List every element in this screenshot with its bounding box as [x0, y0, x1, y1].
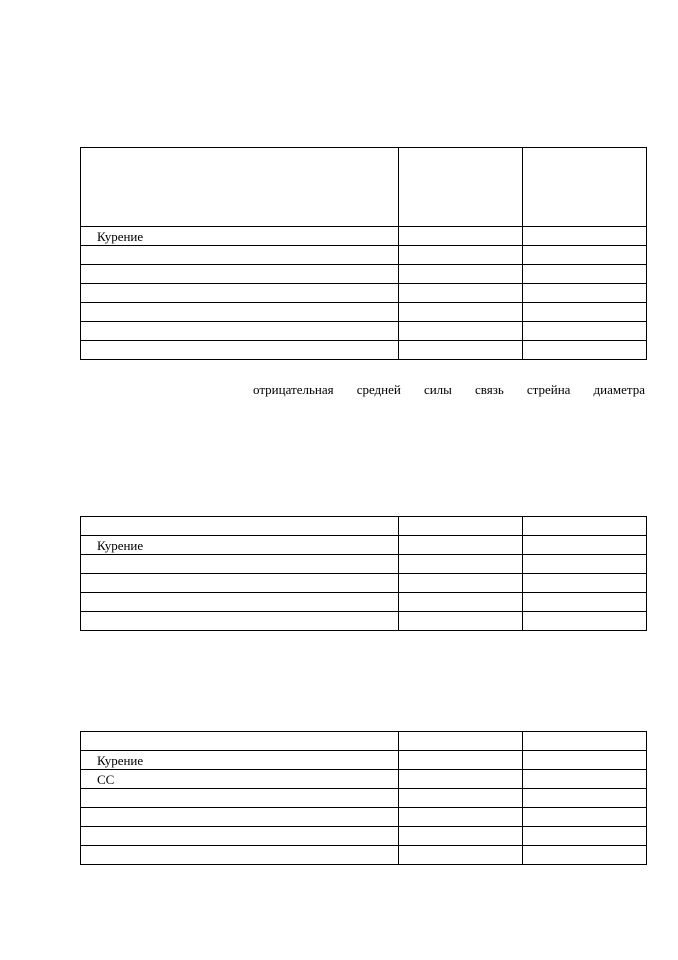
table-cell [523, 322, 647, 341]
table-cell [81, 322, 399, 341]
table-cell [399, 593, 523, 612]
table-cell [399, 303, 523, 322]
table-cell: Курение [81, 751, 399, 770]
table-row [81, 846, 647, 865]
table-cell [81, 341, 399, 360]
table-cell [523, 284, 647, 303]
table-row [81, 303, 647, 322]
table-cell [399, 789, 523, 808]
table-cell [523, 612, 647, 631]
table-cell [523, 148, 647, 227]
table-cell [523, 265, 647, 284]
table-cell [523, 555, 647, 574]
table-cell [523, 751, 647, 770]
table-row [81, 555, 647, 574]
table-cell [399, 265, 523, 284]
table-cell [399, 284, 523, 303]
table-cell [523, 303, 647, 322]
table-row [81, 593, 647, 612]
table-row [81, 246, 647, 265]
table-cell [399, 517, 523, 536]
table-row [81, 808, 647, 827]
table-cell [523, 846, 647, 865]
table-cell [399, 827, 523, 846]
table-cell [399, 808, 523, 827]
table-row [81, 536, 647, 555]
table-cell [81, 246, 399, 265]
table-row [81, 612, 647, 631]
table-header-row [81, 732, 647, 751]
table-cell [81, 555, 399, 574]
table-row [81, 265, 647, 284]
table-cell [81, 732, 399, 751]
table-cell [399, 846, 523, 865]
table-cell [399, 148, 523, 227]
table-row [81, 284, 647, 303]
table-cell: Курение [81, 536, 399, 555]
table-cell [81, 303, 399, 322]
table-cell [399, 341, 523, 360]
table-row [81, 341, 647, 360]
table-cell [523, 770, 647, 789]
table-cell [399, 574, 523, 593]
table-cell [523, 227, 647, 246]
table-cell [81, 593, 399, 612]
body-text-line: отрицательная средней силы связь стрейна диаметра [253, 382, 645, 397]
table-cell [399, 732, 523, 751]
table-cell: СС [81, 770, 399, 789]
table-cell [399, 536, 523, 555]
table-cell [523, 246, 647, 265]
table-row [81, 751, 647, 770]
table-cell [81, 846, 399, 865]
table-cell [81, 265, 399, 284]
table-cell: Курение [81, 227, 399, 246]
table-cell [399, 751, 523, 770]
table-cell [399, 770, 523, 789]
table-cell [523, 517, 647, 536]
table-cell [81, 284, 399, 303]
table-cell [523, 574, 647, 593]
table-cell [523, 827, 647, 846]
table-cell [523, 808, 647, 827]
table-row [81, 227, 647, 246]
table-row [81, 574, 647, 593]
table-cell [81, 574, 399, 593]
table-1 [80, 147, 647, 360]
table-row [81, 827, 647, 846]
table-cell [523, 732, 647, 751]
table-cell [81, 808, 399, 827]
table-cell [81, 148, 399, 227]
table-header-row [81, 517, 647, 536]
table-3 [80, 731, 647, 865]
table-row [81, 322, 647, 341]
table-cell [81, 789, 399, 808]
table-cell [81, 827, 399, 846]
table-row [81, 770, 647, 789]
table-cell [523, 789, 647, 808]
table-cell [81, 612, 399, 631]
table-cell [523, 341, 647, 360]
table-cell [399, 227, 523, 246]
table-cell [399, 612, 523, 631]
table-cell [523, 593, 647, 612]
table-cell [399, 555, 523, 574]
table-header-row [81, 148, 647, 227]
table-row [81, 789, 647, 808]
table-cell [81, 517, 399, 536]
table-2 [80, 516, 647, 631]
table-cell [399, 246, 523, 265]
table-cell [523, 536, 647, 555]
table-cell [399, 322, 523, 341]
